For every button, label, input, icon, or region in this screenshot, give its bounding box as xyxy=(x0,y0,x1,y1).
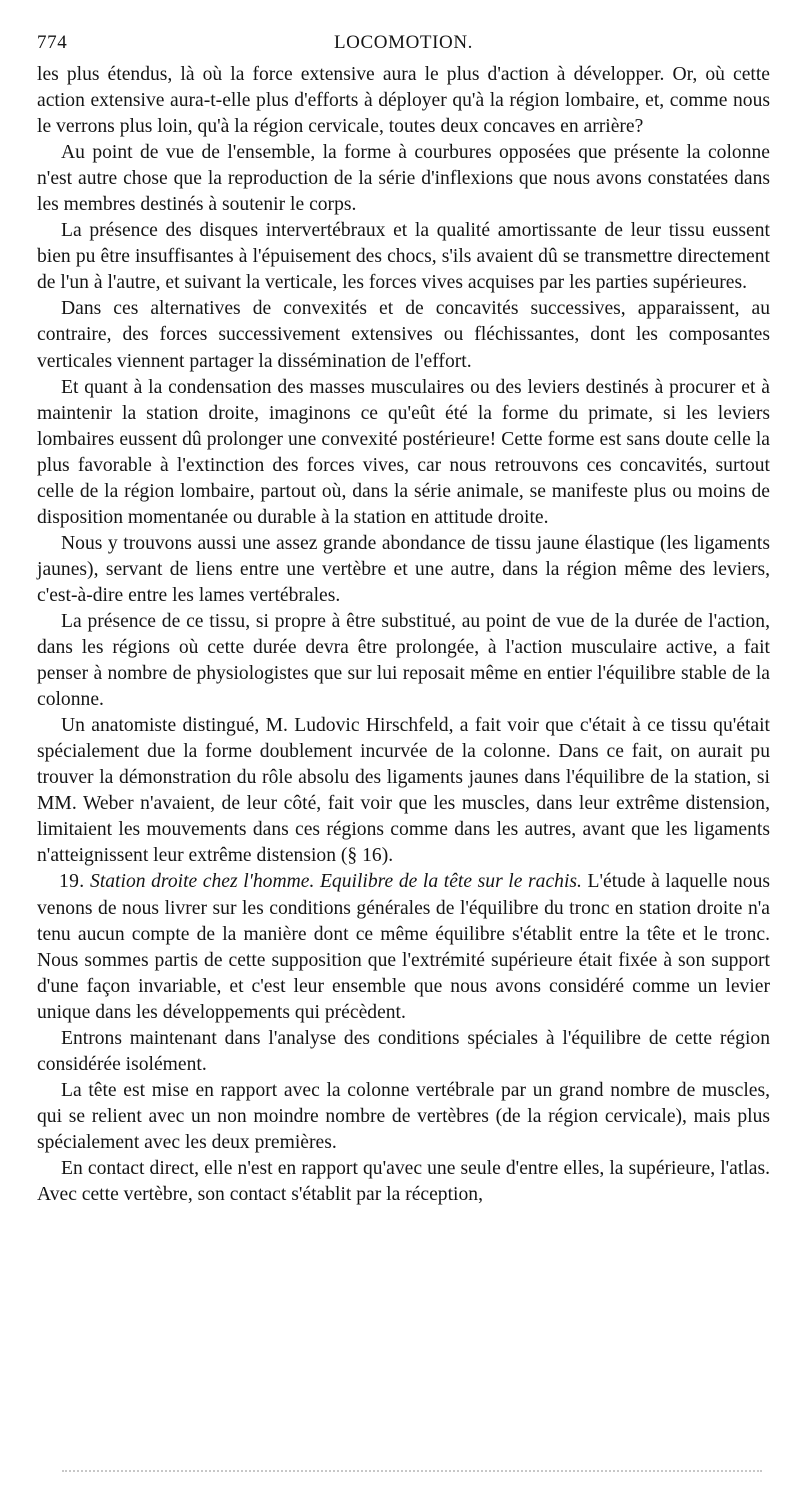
footer-rule xyxy=(62,1470,762,1472)
section-paragraph xyxy=(37,869,770,1025)
paragraph: Dans ces alternatives de convexités et de concavités successives, apparaissent, au contraire, des forces successivement extensives ou fléchissantes, dont les composantes verticales viennent partager la dissémination de l'effort. xyxy=(37,298,770,372)
page-header xyxy=(37,24,770,62)
paragraph: La présence de ce tissu, si propre à être substitué, au point de vue de la durée de l'action, dans les régions où cette durée devra être prolongée, à l'action musculaire active, a fait penser à nombre de physiologistes que sur lui reposait même en entier l'équilibre stable de la colonne. xyxy=(37,610,770,711)
section-number: 19. xyxy=(59,871,85,893)
paragraph: La présence des disques intervertébraux et la qualité amortissante de leur tissu eussent bien pu être insuffisantes à l'épuisement des chocs, s'ils avaient dû se transmettre directement de l'un à l'autre, et suivant la verticale, les forces vives acquises par les parties supérieures. xyxy=(37,220,770,294)
paragraph: Et quant à la condensation des masses musculaires ou des leviers destinés à procurer et à maintenir la station droite, imaginons ce qu'eût été la forme du primate, si les leviers lombaires eussent dû prolonger une convexité postérieure! Cette forme est sans doute celle la plus favorable à l'extinction des forces vives, car nous retrouvons ces concavités, surtout celle de la région lombaire, partout où, dans la série animale, se manifeste plus ou moins de disposition momentanée ou durable à la station en attitude droite. xyxy=(37,376,770,528)
section-text: L'étude à laquelle nous venons de nous livrer sur les conditions générales de l'équilibre du tronc en station droite n'a tenu aucun compte de la manière dont ce même équilibre s'établit entre la tête et le tronc. Nous sommes partis de cette supposition que l'extrémité supérieure était fixée à son support d'une façon invariable, et c'est leur ensemble que nous avons considéré comme un levier unique dans les développements qui précèdent. xyxy=(37,871,771,1023)
paragraph: Entrons maintenant dans l'analyse des conditions spéciales à l'équilibre de cette région considérée isolément. xyxy=(37,1027,770,1075)
paragraph: La tête est mise en rapport avec la colonne vertébrale par un grand nombre de muscles, qui se relient avec un non moindre nombre de vertèbres (de la région cervicale), mais plus spécialement avec les deux premières. xyxy=(37,1079,770,1153)
running-title: LOCOMOTION. xyxy=(333,32,474,53)
section-heading: Station droite chez l'homme. Equilibre de la tête sur le rachis. xyxy=(90,871,582,893)
paragraph: Nous y trouvons aussi une assez grande abondance de tissu jaune élastique (les ligaments jaunes), servant de liens entre une vertèbre et une autre, dans la région même des leviers, c'est-à-dire entre les lames vertébrales. xyxy=(37,532,770,606)
book-page xyxy=(37,24,770,1208)
body-text xyxy=(37,62,770,1208)
paragraph: Au point de vue de l'ensemble, la forme à courbures opposées que présente la colonne n'est autre chose que la reproduction de la série d'inflexions que nous avons constatées dans les membres destinés à soutenir le corps. xyxy=(37,142,770,216)
paragraph: En contact direct, elle n'est en rapport qu'avec une seule d'entre elles, la supérieure, l'atlas. Avec cette vertèbre, son contact s'établit par la réception, xyxy=(37,1157,770,1206)
paragraph: Un anatomiste distingué, M. Ludovic Hirschfeld, a fait voir que c'était à ce tissu qu'était spécialement due la forme doublement incurvée de la colonne. Dans ce fait, on aurait pu trouver la démonstration du rôle absolu des ligaments jaunes dans l'équilibre de la station, si MM. Weber n'avaient, de leur côté, fait voir que les muscles, dans leur extrême distension, limitaient les mouvements dans ces régions comme dans les autres, avant que les ligaments n'atteignissent leur extrême distension (§ 16). xyxy=(37,715,770,867)
page-number: 774 xyxy=(37,32,68,53)
paragraph-continuation: les plus étendus, là où la force extensive aura le plus d'action à développer. Or, où cette action extensive aura-t-elle plus d'efforts à déployer qu'à la région lombaire, et, comme nous le verrons plus loin, qu'à la région cervicale, toutes deux concaves en arrière? xyxy=(37,64,770,138)
